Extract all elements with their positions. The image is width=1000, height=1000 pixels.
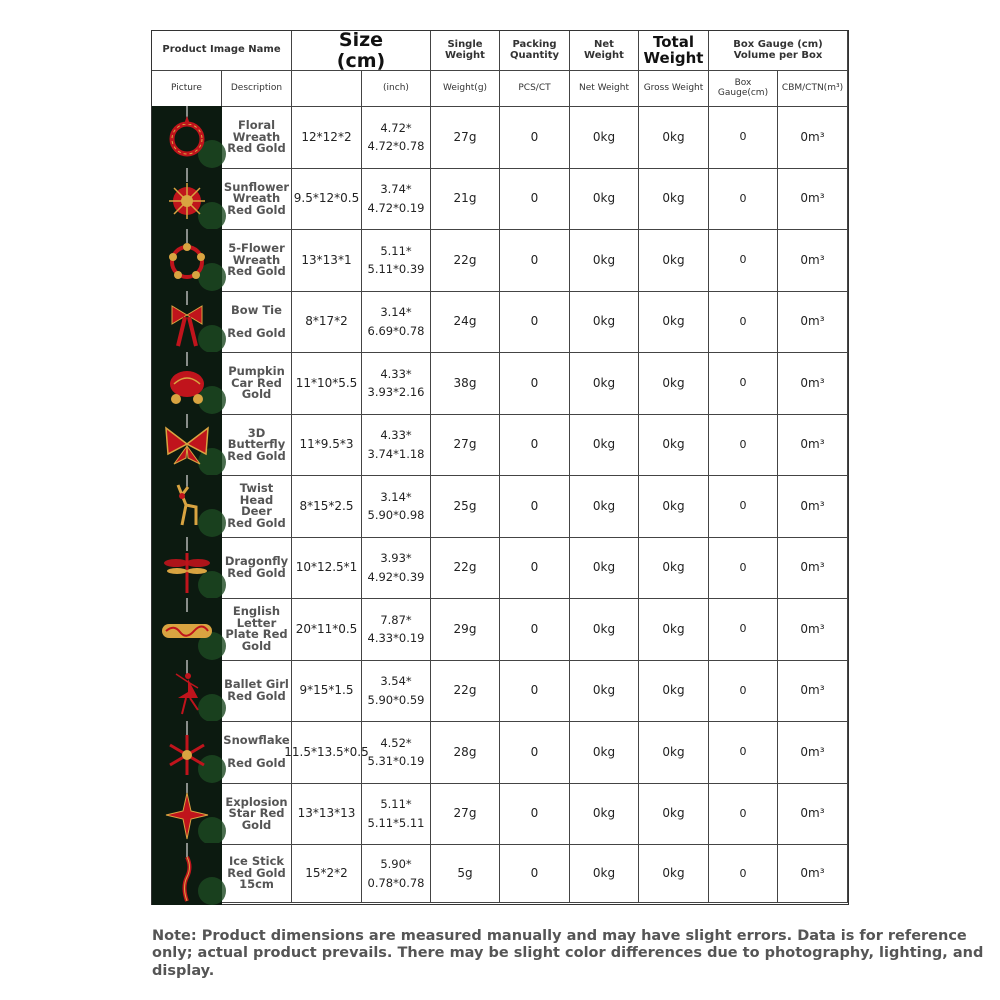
row-12-box-gauge: 0 — [709, 784, 778, 846]
row-2-pcs-ct: 0 — [500, 169, 570, 231]
row-11-weight: 28g — [431, 722, 500, 784]
row-4-pcs-ct: 0 — [500, 292, 570, 354]
row-2-gross-weight: 0kg — [639, 169, 709, 231]
row-10-size-cm: 9*15*1.5 — [292, 661, 362, 723]
row-12-size-inch: 5.11* 5.11*5.11 — [362, 784, 431, 846]
row-7-size-inch: 3.14* 5.90*0.98 — [362, 476, 431, 538]
row-6-pcs-ct: 0 — [500, 415, 570, 477]
row-2-size-cm: 9.5*12*0.5 — [292, 169, 362, 231]
row-4-gross-weight: 0kg — [639, 292, 709, 354]
header-net-weight: Net Weight — [570, 31, 639, 71]
row-12-pcs-ct: 0 — [500, 784, 570, 846]
row-1-net-weight: 0kg — [570, 107, 639, 169]
row-3-box-gauge: 0 — [709, 230, 778, 292]
row-1-weight: 27g — [431, 107, 500, 169]
row-12-net-weight: 0kg — [570, 784, 639, 846]
row-4-size-inch: 3.14* 6.69*0.78 — [362, 292, 431, 354]
row-4-size-cm: 8*17*2 — [292, 292, 362, 354]
row-11-size-inch: 4.52* 5.31*0.19 — [362, 722, 431, 784]
row-2-description: Sunflower Wreath Red Gold — [222, 169, 292, 231]
row-7-pcs-ct: 0 — [500, 476, 570, 538]
row-2-size-inch: 3.74* 4.72*0.19 — [362, 169, 431, 231]
butterfly-ornament-icon — [152, 414, 222, 476]
row-2-picture — [152, 169, 222, 231]
deer-ornament-icon — [152, 475, 222, 537]
row-9-pcs-ct: 0 — [500, 599, 570, 661]
header2-pcs-ct: PCS/CT — [500, 71, 570, 107]
product-spec-table — [151, 30, 849, 905]
row-4-net-weight: 0kg — [570, 292, 639, 354]
header-single-weight: Single Weight — [431, 31, 500, 71]
row-8-size-cm: 10*12.5*1 — [292, 538, 362, 600]
row-8-description: Dragonfly Red Gold — [222, 538, 292, 600]
row-7-description: Twist Head Deer Red Gold — [222, 476, 292, 538]
row-8-pcs-ct: 0 — [500, 538, 570, 600]
row-13-gross-weight: 0kg — [639, 845, 709, 903]
row-12-size-cm: 13*13*13 — [292, 784, 362, 846]
row-13-weight: 5g — [431, 845, 500, 903]
row-3-size-cm: 13*13*1 — [292, 230, 362, 292]
disclaimer-note: Note: Product dimensions are measured manually and may have slight errors. Data is for reference only; actual product prevails. There may be slight color differences due to photography, lighting, and display. — [152, 928, 984, 979]
row-2-box-gauge: 0 — [709, 169, 778, 231]
row-10-cbm: 0m³ — [778, 661, 848, 723]
row-1-gross-weight: 0kg — [639, 107, 709, 169]
row-7-picture — [152, 476, 222, 538]
row-7-net-weight: 0kg — [570, 476, 639, 538]
row-8-size-inch: 3.93* 4.92*0.39 — [362, 538, 431, 600]
row-1-size-cm: 12*12*2 — [292, 107, 362, 169]
header2-net-weight: Net Weight — [570, 71, 639, 107]
row-2-cbm: 0m³ — [778, 169, 848, 231]
row-3-picture — [152, 230, 222, 292]
row-6-size-cm: 11*9.5*3 — [292, 415, 362, 477]
header-size: Size (cm) — [292, 31, 431, 71]
row-1-box-gauge: 0 — [709, 107, 778, 169]
row-13-box-gauge: 0 — [709, 845, 778, 903]
row-13-pcs-ct: 0 — [500, 845, 570, 903]
row-7-size-cm: 8*15*2.5 — [292, 476, 362, 538]
row-13-size-inch: 5.90* 0.78*0.78 — [362, 845, 431, 903]
letter-plate-ornament-icon — [152, 598, 222, 660]
row-4-weight: 24g — [431, 292, 500, 354]
header-packing-quantity: Packing Quantity — [500, 31, 570, 71]
row-2-net-weight: 0kg — [570, 169, 639, 231]
row-6-weight: 27g — [431, 415, 500, 477]
row-6-cbm: 0m³ — [778, 415, 848, 477]
row-13-picture — [152, 845, 222, 903]
row-8-net-weight: 0kg — [570, 538, 639, 600]
row-10-picture — [152, 661, 222, 723]
row-9-size-cm: 20*11*0.5 — [292, 599, 362, 661]
row-10-pcs-ct: 0 — [500, 661, 570, 723]
row-13-description: Ice Stick Red Gold 15cm — [222, 845, 292, 903]
row-3-description: 5-Flower Wreath Red Gold — [222, 230, 292, 292]
row-6-gross-weight: 0kg — [639, 415, 709, 477]
row-4-box-gauge: 0 — [709, 292, 778, 354]
row-7-cbm: 0m³ — [778, 476, 848, 538]
row-13-net-weight: 0kg — [570, 845, 639, 903]
row-11-picture — [152, 722, 222, 784]
row-7-box-gauge: 0 — [709, 476, 778, 538]
row-11-gross-weight: 0kg — [639, 722, 709, 784]
row-9-cbm: 0m³ — [778, 599, 848, 661]
row-5-picture — [152, 353, 222, 415]
header2-inch: (inch) — [362, 71, 431, 107]
row-9-gross-weight: 0kg — [639, 599, 709, 661]
row-3-cbm: 0m³ — [778, 230, 848, 292]
dragonfly-ornament-icon — [152, 537, 222, 599]
row-12-gross-weight: 0kg — [639, 784, 709, 846]
header-box-gauge: Box Gauge (cm) Volume per Box — [709, 31, 848, 71]
explosion-star-ornament-icon — [152, 783, 222, 845]
row-3-size-inch: 5.11* 5.11*0.39 — [362, 230, 431, 292]
row-5-weight: 38g — [431, 353, 500, 415]
floral-wreath-ornament-icon — [152, 106, 222, 168]
header2-cbm: CBM/CTN(m³) — [778, 71, 848, 107]
row-5-size-cm: 11*10*5.5 — [292, 353, 362, 415]
row-9-description: English Letter Plate Red Gold — [222, 599, 292, 661]
header-total-weight: Total Weight — [639, 31, 709, 71]
row-4-cbm: 0m³ — [778, 292, 848, 354]
row-4-picture — [152, 292, 222, 354]
row-1-pcs-ct: 0 — [500, 107, 570, 169]
snowflake-ornament-icon — [152, 721, 222, 783]
row-11-size-cm: 11.5*13.5*0.5 — [292, 722, 362, 784]
row-7-weight: 25g — [431, 476, 500, 538]
row-8-cbm: 0m³ — [778, 538, 848, 600]
row-1-description: Floral Wreath Red Gold — [222, 107, 292, 169]
row-11-description: Snowflake Red Gold — [222, 722, 292, 784]
row-5-net-weight: 0kg — [570, 353, 639, 415]
row-11-cbm: 0m³ — [778, 722, 848, 784]
bow-tie-ornament-icon — [152, 291, 222, 353]
header-product-image-name: Product Image Name — [152, 31, 292, 71]
row-11-net-weight: 0kg — [570, 722, 639, 784]
row-10-weight: 22g — [431, 661, 500, 723]
row-1-picture — [152, 107, 222, 169]
row-6-size-inch: 4.33* 3.74*1.18 — [362, 415, 431, 477]
row-4-description: Bow Tie Red Gold — [222, 292, 292, 354]
row-12-description: Explosion Star Red Gold — [222, 784, 292, 846]
row-5-cbm: 0m³ — [778, 353, 848, 415]
row-9-weight: 29g — [431, 599, 500, 661]
row-3-weight: 22g — [431, 230, 500, 292]
row-9-picture — [152, 599, 222, 661]
row-8-box-gauge: 0 — [709, 538, 778, 600]
row-3-pcs-ct: 0 — [500, 230, 570, 292]
row-8-picture — [152, 538, 222, 600]
row-11-pcs-ct: 0 — [500, 722, 570, 784]
row-8-gross-weight: 0kg — [639, 538, 709, 600]
ice-stick-ornament-icon — [152, 843, 222, 905]
row-10-gross-weight: 0kg — [639, 661, 709, 723]
header2-description: Description — [222, 71, 292, 107]
row-6-description: 3D Butterfly Red Gold — [222, 415, 292, 477]
row-5-description: Pumpkin Car Red Gold — [222, 353, 292, 415]
row-10-description: Ballet Girl Red Gold — [222, 661, 292, 723]
row-5-gross-weight: 0kg — [639, 353, 709, 415]
header2-picture: Picture — [152, 71, 222, 107]
pumpkin-car-ornament-icon — [152, 352, 222, 414]
row-10-size-inch: 3.54* 5.90*0.59 — [362, 661, 431, 723]
row-12-picture — [152, 784, 222, 846]
header2-box-gauge: Box Gauge(cm) — [709, 71, 778, 107]
row-5-size-inch: 4.33* 3.93*2.16 — [362, 353, 431, 415]
row-3-net-weight: 0kg — [570, 230, 639, 292]
row-1-size-inch: 4.72* 4.72*0.78 — [362, 107, 431, 169]
row-9-box-gauge: 0 — [709, 599, 778, 661]
row-5-box-gauge: 0 — [709, 353, 778, 415]
row-13-cbm: 0m³ — [778, 845, 848, 903]
ballet-girl-ornament-icon — [152, 660, 222, 722]
row-8-weight: 22g — [431, 538, 500, 600]
row-6-picture — [152, 415, 222, 477]
row-6-net-weight: 0kg — [570, 415, 639, 477]
header2-cm-blank — [292, 71, 362, 107]
row-5-pcs-ct: 0 — [500, 353, 570, 415]
row-9-net-weight: 0kg — [570, 599, 639, 661]
row-12-cbm: 0m³ — [778, 784, 848, 846]
header2-gross-weight: Gross Weight — [639, 71, 709, 107]
row-9-size-inch: 7.87* 4.33*0.19 — [362, 599, 431, 661]
five-flower-wreath-ornament-icon — [152, 229, 222, 291]
row-6-box-gauge: 0 — [709, 415, 778, 477]
row-12-weight: 27g — [431, 784, 500, 846]
row-7-gross-weight: 0kg — [639, 476, 709, 538]
row-10-net-weight: 0kg — [570, 661, 639, 723]
row-10-box-gauge: 0 — [709, 661, 778, 723]
row-3-gross-weight: 0kg — [639, 230, 709, 292]
sunflower-wreath-ornament-icon — [152, 168, 222, 230]
row-13-size-cm: 15*2*2 — [292, 845, 362, 903]
row-11-box-gauge: 0 — [709, 722, 778, 784]
row-1-cbm: 0m³ — [778, 107, 848, 169]
row-2-weight: 21g — [431, 169, 500, 231]
header2-weight: Weight(g) — [431, 71, 500, 107]
